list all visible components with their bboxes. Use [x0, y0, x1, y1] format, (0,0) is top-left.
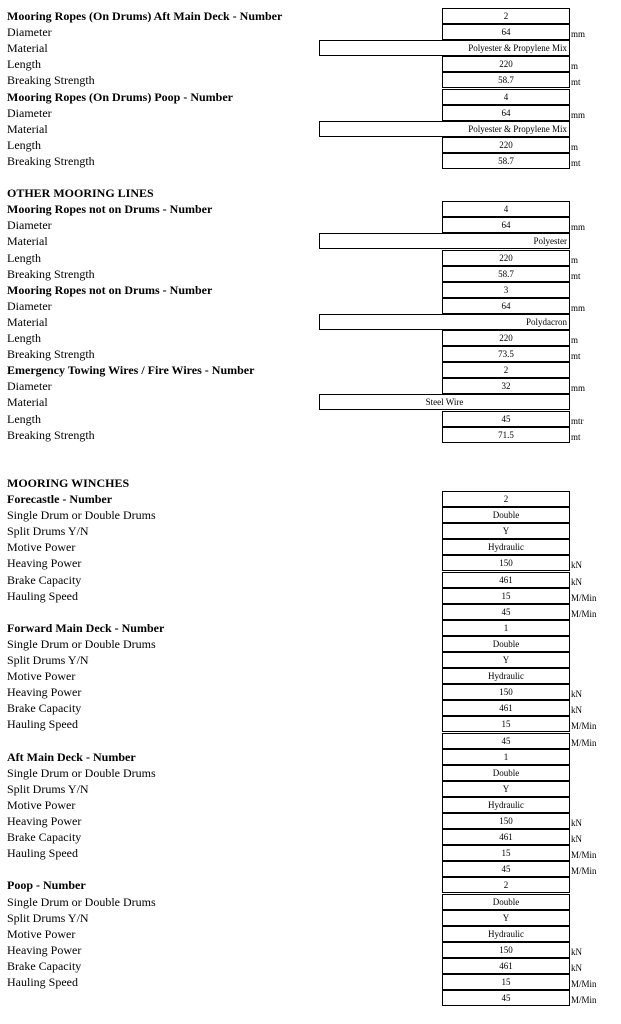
value-cell: 2: [442, 8, 570, 24]
field-row: [0, 716, 621, 732]
field-label: Hauling Speed: [7, 588, 78, 603]
value-cell: 220: [442, 250, 570, 266]
value-cell: 15: [442, 716, 570, 732]
field-row: [0, 990, 621, 1006]
field-label: Material: [7, 395, 48, 410]
unit-label: m: [571, 141, 579, 152]
value-cell: Double: [442, 765, 570, 781]
value-cell: 461: [442, 829, 570, 845]
field-row: [0, 491, 621, 507]
value-cell: 150: [442, 684, 570, 700]
unit-label: mt: [571, 270, 581, 281]
unit-label: m: [571, 335, 579, 345]
unit-label: kN: [571, 560, 582, 571]
unit-label: mtr: [571, 415, 584, 426]
section-heading-row: [0, 475, 621, 491]
field-row: [0, 201, 621, 217]
field-row: [0, 346, 621, 362]
field-label: Length: [7, 411, 41, 426]
value-cell: 73.5: [442, 346, 570, 362]
field-row: [0, 797, 621, 813]
field-row: [0, 153, 621, 169]
field-label: Hauling Speed: [7, 975, 78, 989]
value-cell: 58.7: [442, 153, 570, 169]
unit-label: mt: [571, 157, 581, 168]
unit-label: kN: [571, 834, 582, 845]
field-label: Motive Power: [7, 926, 76, 941]
field-row: [0, 56, 621, 72]
field-label: Heaving Power: [7, 685, 82, 700]
field-row: [0, 217, 621, 233]
field-row: [0, 427, 621, 443]
field-row: [0, 958, 621, 974]
value-cell: 2: [442, 362, 570, 378]
group-label: Emergency Towing Wires / Fire Wires - Number: [7, 363, 255, 378]
field-label: Motive Power: [7, 540, 76, 555]
field-row: [0, 137, 621, 153]
value-cell: 4: [442, 201, 570, 217]
field-label: Heaving Power: [7, 814, 82, 828]
value-cell: Steel Wire: [319, 394, 570, 410]
unit-label: kN: [571, 689, 582, 700]
value-cell: 220: [442, 56, 570, 72]
field-row: [0, 974, 621, 990]
group-label: Poop - Number: [7, 878, 86, 893]
value-cell: Hydraulic: [442, 539, 570, 555]
field-row: [0, 507, 621, 523]
value-cell: 4: [442, 89, 570, 105]
field-row: [0, 733, 621, 749]
field-row: [0, 861, 621, 877]
field-label: Breaking Strength: [7, 427, 95, 442]
value-cell: 461: [442, 958, 570, 974]
unit-label: M/Min: [571, 850, 597, 861]
field-label: Hauling Speed: [7, 717, 78, 732]
value-cell: Polyester & Propylene Mix: [319, 40, 570, 56]
field-row: [0, 749, 621, 765]
field-label: Single Drum or Double Drums: [7, 765, 156, 780]
field-row: [0, 411, 621, 427]
field-label: Single Drum or Double Drums: [7, 636, 156, 651]
field-row: [0, 652, 621, 668]
unit-label: mm: [571, 302, 586, 313]
field-row: [0, 523, 621, 539]
value-cell: Y: [442, 910, 570, 926]
value-cell: 45: [442, 861, 570, 877]
field-label: Length: [7, 57, 41, 72]
unit-label: mm: [571, 29, 586, 40]
value-cell: Polydacron: [319, 314, 570, 330]
group-label: Aft Main Deck - Number: [7, 749, 136, 764]
field-row: [0, 700, 621, 716]
field-label: Length: [7, 331, 41, 345]
field-row: [0, 942, 621, 958]
field-label: Single Drum or Double Drums: [7, 508, 156, 523]
unit-label: kN: [571, 705, 582, 716]
value-cell: 15: [442, 588, 570, 604]
field-label: Length: [7, 137, 41, 152]
value-cell: 220: [442, 137, 570, 153]
field-label: Hauling Speed: [7, 846, 78, 861]
unit-label: mt: [571, 77, 581, 88]
field-label: Motive Power: [7, 797, 76, 812]
value-cell: 58.7: [442, 72, 570, 88]
unit-label: kN: [571, 962, 582, 973]
field-label: Single Drum or Double Drums: [7, 894, 156, 909]
field-row: [0, 539, 621, 555]
field-row: [0, 555, 621, 571]
unit-label: M/Min: [571, 721, 597, 732]
field-label: Split Drums Y/N: [7, 781, 89, 796]
field-row: [0, 813, 621, 829]
value-cell: 45: [442, 604, 570, 620]
field-row: [0, 394, 621, 410]
group-label: Mooring Ropes (On Drums) Aft Main Deck - Number: [7, 9, 283, 23]
field-row: [0, 72, 621, 88]
value-cell: 71.5: [442, 427, 570, 443]
value-cell: 3: [442, 282, 570, 298]
value-cell: Hydraulic: [442, 668, 570, 684]
field-label: Breaking Strength: [7, 153, 95, 168]
unit-label: kN: [571, 818, 582, 828]
field-row: [0, 636, 621, 652]
field-row: [0, 40, 621, 56]
field-row: [0, 877, 621, 893]
field-label: Heaving Power: [7, 942, 82, 957]
unit-label: kN: [571, 946, 582, 957]
value-cell: Y: [442, 523, 570, 539]
value-cell: Hydraulic: [442, 926, 570, 942]
field-row: [0, 121, 621, 137]
unit-label: mt: [571, 431, 581, 442]
unit-label: mm: [571, 109, 586, 120]
unit-label: mm: [571, 383, 586, 394]
field-row: [0, 233, 621, 249]
value-cell: Double: [442, 636, 570, 652]
field-label: Breaking Strength: [7, 347, 95, 362]
field-label: Material: [7, 234, 48, 249]
value-cell: 45: [442, 411, 570, 427]
value-cell: 461: [442, 700, 570, 716]
field-label: Diameter: [7, 379, 52, 394]
group-label: Mooring Ropes (On Drums) Poop - Number: [7, 89, 233, 104]
field-label: Diameter: [7, 25, 52, 40]
field-row: [0, 781, 621, 797]
unit-label: M/Min: [571, 737, 597, 748]
value-cell: 150: [442, 942, 570, 958]
field-row: [0, 105, 621, 121]
field-row: [0, 620, 621, 636]
field-row: [0, 330, 621, 346]
field-label: Diameter: [7, 105, 52, 120]
field-label: Material: [7, 41, 48, 56]
field-label: Split Drums Y/N: [7, 653, 89, 667]
unit-label: M/Min: [571, 866, 597, 877]
field-row: [0, 24, 621, 40]
value-cell: 58.7: [442, 266, 570, 282]
unit-label: M/Min: [571, 608, 597, 619]
field-row: [0, 910, 621, 926]
group-label: Mooring Ropes not on Drums - Number: [7, 202, 213, 217]
value-cell: Hydraulic: [442, 797, 570, 813]
field-row: [0, 572, 621, 588]
unit-label: m: [571, 254, 579, 265]
value-cell: 15: [442, 845, 570, 861]
value-cell: 2: [442, 877, 570, 893]
field-label: Heaving Power: [7, 556, 82, 571]
value-cell: Polyester & Propylene Mix: [319, 121, 570, 137]
field-label: Motive Power: [7, 669, 76, 684]
unit-label: m: [571, 61, 579, 72]
field-label: Brake Capacity: [7, 701, 82, 716]
field-row: [0, 829, 621, 845]
value-cell: 15: [442, 974, 570, 990]
field-label: Brake Capacity: [7, 958, 82, 973]
field-row: [0, 604, 621, 620]
value-cell: 150: [442, 555, 570, 571]
value-cell: 1: [442, 749, 570, 765]
value-cell: 64: [442, 105, 570, 121]
field-row: [0, 845, 621, 861]
group-label: Mooring Ropes not on Drums - Number: [7, 282, 213, 297]
field-row: [0, 266, 621, 282]
unit-label: M/Min: [571, 979, 597, 989]
unit-label: kN: [571, 576, 582, 587]
value-cell: 64: [442, 298, 570, 314]
value-cell: 45: [442, 733, 570, 749]
section-heading: MOORING WINCHES: [7, 475, 130, 490]
field-label: Material: [7, 314, 48, 329]
field-label: Brake Capacity: [7, 830, 82, 845]
field-label: Length: [7, 250, 41, 265]
field-row: [0, 765, 621, 781]
field-row: [0, 250, 621, 266]
group-label: Forecastle - Number: [7, 492, 113, 506]
value-cell: Y: [442, 652, 570, 668]
field-label: Breaking Strength: [7, 266, 95, 281]
field-label: Breaking Strength: [7, 73, 95, 88]
field-row: [0, 8, 621, 24]
group-label: Forward Main Deck - Number: [7, 620, 165, 635]
field-label: Brake Capacity: [7, 572, 82, 587]
field-row: [0, 362, 621, 378]
value-cell: 64: [442, 217, 570, 233]
section-heading-row: [0, 185, 621, 201]
value-cell: Double: [442, 507, 570, 523]
field-label: Diameter: [7, 298, 52, 313]
value-cell: 32: [442, 378, 570, 394]
field-row: [0, 926, 621, 942]
value-cell: 45: [442, 990, 570, 1006]
value-cell: 64: [442, 24, 570, 40]
field-row: [0, 378, 621, 394]
field-row: [0, 684, 621, 700]
unit-label: mm: [571, 222, 586, 233]
unit-label: mt: [571, 351, 581, 362]
unit-label: M/Min: [571, 592, 597, 603]
section-heading: OTHER MOORING LINES: [7, 186, 154, 201]
value-cell: 1: [442, 620, 570, 636]
field-row: [0, 668, 621, 684]
field-label: Split Drums Y/N: [7, 524, 89, 539]
field-row: [0, 894, 621, 910]
value-cell: 150: [442, 813, 570, 829]
field-row: [0, 298, 621, 314]
field-label: Material: [7, 121, 48, 136]
field-row: [0, 89, 621, 105]
field-row: [0, 314, 621, 330]
field-row: [0, 282, 621, 298]
value-cell: 220: [442, 330, 570, 346]
value-cell: 2: [442, 491, 570, 507]
value-cell: Y: [442, 781, 570, 797]
field-row: [0, 588, 621, 604]
field-label: Diameter: [7, 218, 52, 233]
value-cell: Polyester: [319, 233, 570, 249]
value-cell: Double: [442, 894, 570, 910]
field-label: Split Drums Y/N: [7, 910, 89, 925]
unit-label: M/Min: [571, 995, 597, 1006]
value-cell: 461: [442, 572, 570, 588]
